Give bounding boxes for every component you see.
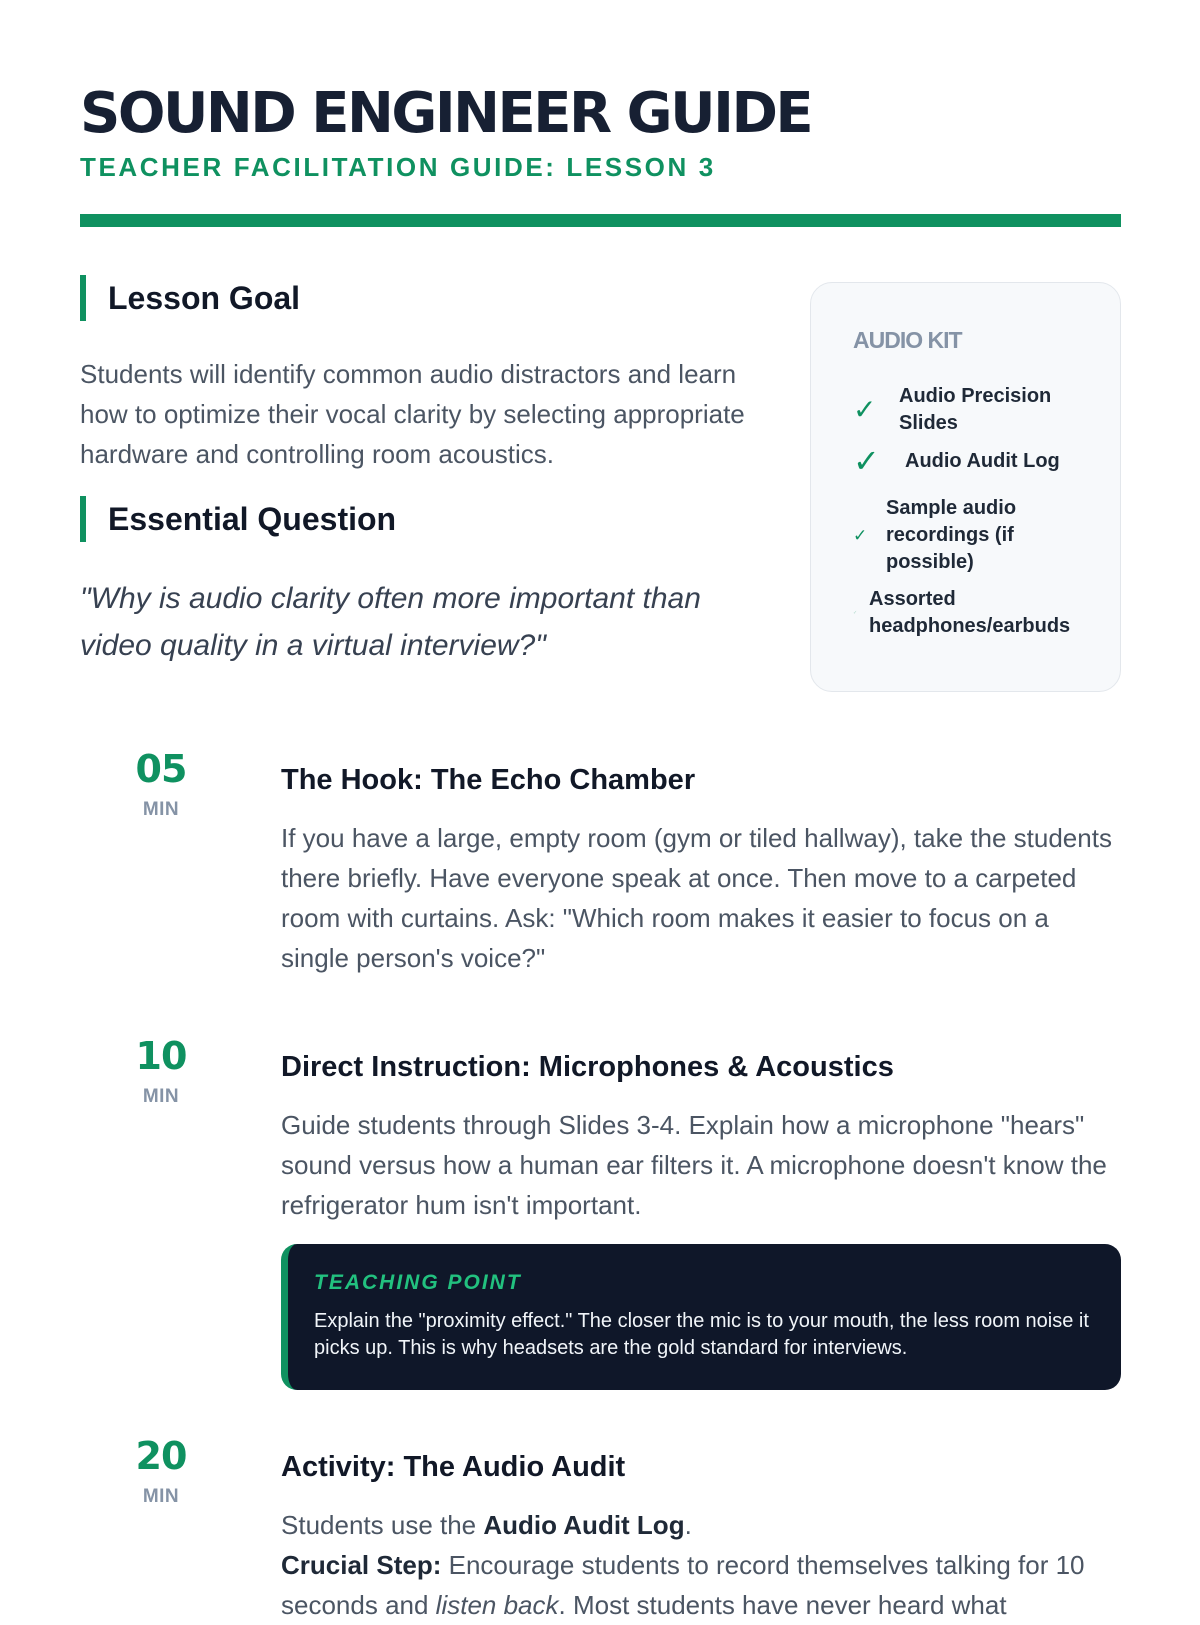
check-icon: ✓ <box>853 609 858 616</box>
listen-back-emphasis: listen back <box>435 1590 559 1620</box>
step-description <box>281 1505 1121 1625</box>
crucial-step-label: Crucial Step: <box>281 1550 442 1580</box>
step-duration <box>80 747 242 821</box>
teaching-point-callout <box>281 1244 1121 1390</box>
step-unit: MIN <box>142 1486 180 1507</box>
activity-intro-text: Students use the <box>281 1510 484 1540</box>
step-description: Guide students through Slides 3-4. Explain how a microphone "hears" sound versus how a human ear filters it. A microphone doesn't know the refrigerator hum isn't important. <box>281 1110 1107 1220</box>
kit-item-slides <box>853 383 1079 437</box>
document-subtitle: TEACHER FACILITATION GUIDE: LESSON 3 <box>80 152 716 182</box>
lesson-goal-heading: Lesson Goal <box>80 275 300 321</box>
header-divider <box>80 214 1121 227</box>
step-duration <box>80 1034 242 1108</box>
kit-item-label: Audio Audit Log <box>905 449 1060 472</box>
activity-intro-end: . <box>684 1510 692 1540</box>
kit-item-label: Audio Precision Slides <box>899 385 1052 434</box>
essential-question-text: "Why is audio clarity often more important than video quality in a virtual interview?" <box>80 582 701 662</box>
step-title: Activity: The Audio Audit <box>281 1451 626 1483</box>
step-title: Direct Instruction: Microphones & Acoustics <box>281 1051 894 1083</box>
document-title: SOUND ENGINEER GUIDE <box>80 81 812 146</box>
step-title: The Hook: The Echo Chamber <box>281 764 696 796</box>
step-unit: MIN <box>142 1086 180 1107</box>
kit-item-label: Assorted headphones/earbuds <box>869 588 1071 637</box>
crucial-step-text: Encourage students to record themselves talking for 10 seconds and <box>281 1550 1085 1620</box>
step-duration <box>80 1434 242 1508</box>
check-icon: ✓ <box>853 394 877 425</box>
step-minutes: 20 <box>135 1434 187 1478</box>
kit-item-log <box>853 445 1105 477</box>
check-icon: ✓ <box>853 526 868 545</box>
lesson-goal-text: Students will identify common audio distractors and learn how to optimize their vocal clarity by selecting appropriate hardware and controlling room acoustics. <box>80 359 745 469</box>
teaching-point-label: TEACHING POINT <box>314 1271 522 1294</box>
check-icon: ✓ <box>853 443 880 479</box>
kit-item-recordings <box>853 495 1051 576</box>
kit-item-headphones <box>853 586 1099 640</box>
step-unit: MIN <box>142 799 180 820</box>
teaching-point-text: Explain the "proximity effect." The closer the mic is to your mouth, the less room noise it picks up. This is why headsets are the gold standard for interviews. <box>314 1310 1089 1359</box>
audio-kit-title: AUDIO KIT <box>853 327 962 353</box>
essential-question-heading: Essential Question <box>80 496 396 542</box>
audio-kit-card <box>810 282 1121 692</box>
step-minutes: 05 <box>135 747 187 791</box>
crucial-step-end: . Most students have never heard what <box>558 1590 1007 1620</box>
kit-item-label: Sample audio recordings (if possible) <box>886 497 1017 573</box>
lesson-guide-page <box>80 0 1121 1620</box>
audit-log-reference: Audio Audit Log <box>483 1510 685 1540</box>
step-description: If you have a large, empty room (gym or tiled hallway), take the students there briefly. Have everyone speak at once. Then move to a carpeted room with curtains. Ask: "Which room makes it easier to focus on a single person's voice?" <box>281 823 1112 973</box>
step-minutes: 10 <box>135 1034 187 1078</box>
